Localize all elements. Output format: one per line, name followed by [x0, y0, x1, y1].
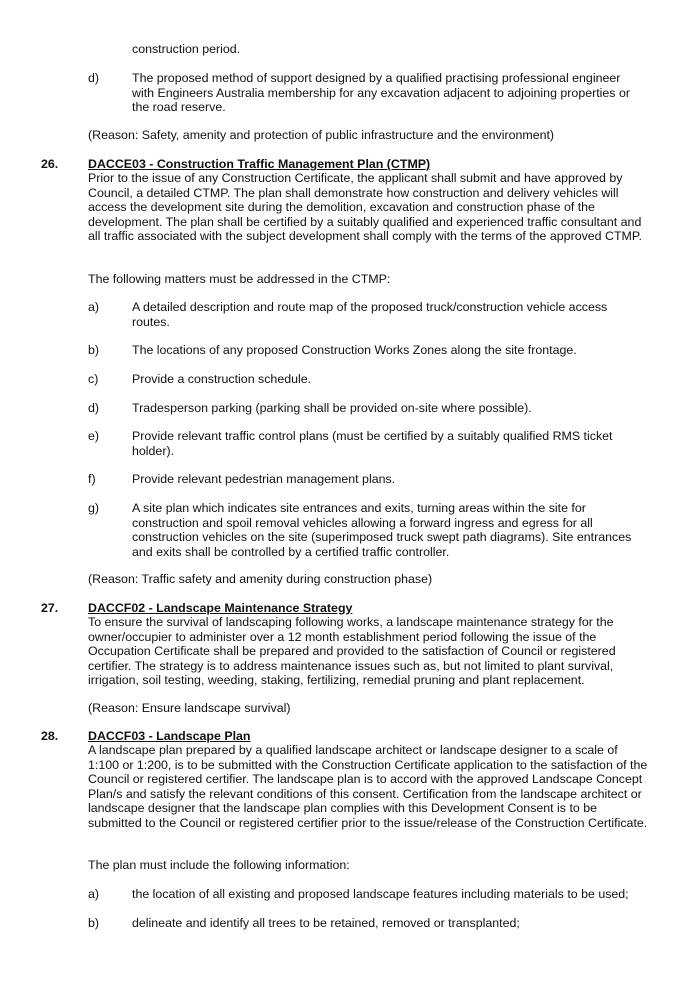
condition-heading: DACCE03 - Construction Traffic Management Plan (CTMP)	[88, 157, 431, 171]
item-text: Provide a construction schedule.	[132, 372, 312, 386]
item-text: A site plan which indicates site entrances and exits, turning areas within the site for construction and spoil removal vehicles allowing a forward ingress and egress for all construction vehicles on the site (superimposed truck swept path diagrams). Site entrances and exits shall be controlled by a certified traffic controller.	[132, 501, 632, 559]
item-letter: b)	[88, 343, 100, 357]
item-text: The proposed method of support designed by a qualified practising professional engineer with Engineers Australia membership for any excavation adjacent to adjoining properties or the road reserve.	[132, 71, 630, 114]
item-text: the location of all existing and proposed landscape features including materials to be used;	[132, 887, 629, 901]
condition-body: To ensure the survival of landscaping following works, a landscape maintenance strategy for the owner/occupier to administer over a 12 month establishment period following the issue of the Occupation Certificate shall be prepared and provided to the satisfaction of Council or registered certifier. The strategy is to address maintenance issues such as, but not limited to plant survival, irrigation, soil testing, weeding, staking, fertilizing, remedial pruning and plant replacement.	[88, 615, 616, 687]
condition-number: 28.	[41, 729, 59, 743]
condition-heading: DACCF02 - Landscape Maintenance Strategy	[88, 601, 353, 615]
item-text: A detailed description and route map of the proposed truck/construction vehicle access routes.	[132, 300, 608, 329]
item-letter: e)	[88, 429, 100, 443]
reason-text: (Reason: Traffic safety and amenity during construction phase)	[88, 572, 433, 586]
item-text: Provide relevant pedestrian management plans.	[132, 472, 396, 486]
item-letter: f)	[88, 472, 96, 486]
item-text: Provide relevant traffic control plans (must be certified by a suitably qualified RMS ticket holder).	[132, 429, 613, 458]
item-letter: c)	[88, 372, 99, 386]
item-letter: d)	[88, 401, 100, 415]
condition-body: A landscape plan prepared by a qualified landscape architect or landscape designer to a scale of 1:100 or 1:200, is to be submitted with the Construction Certificate application to the satisfaction of the Council or registered certifier. The landscape plan is to accord with the approved Landscape Concept Plan/s and satisfy the relevant conditions of this consent. Certification from the landscape architect or landscape designer that the landscape plan complies with this Development Consent is to be submitted to the Council or registered certifier prior to the issue/release of the Construction Certificate.	[88, 743, 648, 830]
reason-text: (Reason: Safety, amenity and protection of public infrastructure and the environment)	[88, 128, 555, 142]
item-text: Tradesperson parking (parking shall be provided on-site where possible).	[132, 401, 532, 415]
item-text: delineate and identify all trees to be retained, removed or transplanted;	[132, 916, 520, 930]
continuation-text: construction period.	[132, 42, 241, 56]
item-letter: g)	[88, 501, 100, 515]
condition-intro: The plan must include the following information:	[88, 858, 350, 872]
condition-body: Prior to the issue of any Construction Certificate, the applicant shall submit and have approved by Council, a detailed CTMP. The plan shall demonstrate how construction and delivery vehicles will access the development site during the demolition, excavation and construction phase of the development. The plan shall be certified by a suitably qualified and experienced traffic consultant and all traffic associated with the subject development shall comply with the terms of the approved CTMP.	[88, 171, 642, 243]
condition-number: 27.	[41, 601, 59, 615]
item-letter: a)	[88, 300, 100, 314]
condition-intro: The following matters must be addressed in the CTMP:	[88, 272, 391, 286]
item-letter: a)	[88, 887, 100, 901]
item-letter: b)	[88, 916, 100, 930]
item-text: The locations of any proposed Construction Works Zones along the site frontage.	[132, 343, 577, 357]
reason-text: (Reason: Ensure landscape survival)	[88, 701, 291, 715]
item-letter: d)	[88, 71, 100, 85]
condition-heading: DACCF03 - Landscape Plan	[88, 729, 251, 743]
condition-number: 26.	[41, 157, 59, 171]
